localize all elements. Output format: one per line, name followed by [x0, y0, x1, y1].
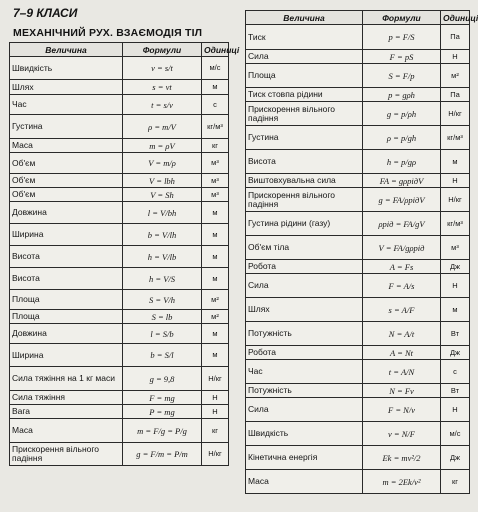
quantity-cell: Прискорення вільного падіння	[246, 102, 363, 126]
unit-cell: м²	[441, 64, 470, 88]
table-row	[10, 174, 229, 188]
quantity-cell: Сила тяжіння	[10, 391, 123, 405]
table-row	[246, 88, 470, 102]
table-row	[10, 139, 229, 153]
table-row	[246, 260, 470, 274]
unit-cell: Н/кг	[441, 102, 470, 126]
formula-cell: m = ρV	[123, 139, 202, 153]
quantity-cell: Об'єм	[10, 153, 123, 174]
table-row	[246, 174, 470, 188]
quantity-cell: Прискорення вільного падіння	[246, 188, 363, 212]
formula-cell: l = V/bh	[123, 202, 202, 224]
quantity-cell: Час	[10, 95, 123, 115]
quantity-cell: Прискорення вільного падіння	[10, 443, 123, 466]
formula-cell: g = FA/ρрідV	[363, 188, 441, 212]
unit-cell: с	[202, 95, 229, 115]
quantity-cell: Довжина	[10, 202, 123, 224]
formula-cell: V = FA/gρрід	[363, 236, 441, 260]
section-title: МЕХАНІЧНИЙ РУХ. ВЗАЄМОДІЯ ТІЛ	[13, 27, 203, 39]
quantity-cell: Виштовхувальна сила	[246, 174, 363, 188]
quantity-cell: Шлях	[10, 80, 123, 95]
quantity-cell: Об'єм тіла	[246, 236, 363, 260]
quantity-cell: Маса	[246, 470, 363, 494]
unit-cell: Па	[441, 25, 470, 50]
quantity-cell: Площа	[10, 310, 123, 324]
table-row	[10, 391, 229, 405]
table-row	[10, 419, 229, 443]
unit-cell: м²	[202, 310, 229, 324]
formula-cell: V = Sh	[123, 188, 202, 202]
unit-cell: м	[441, 150, 470, 174]
table-row	[246, 64, 470, 88]
header-unit: Одиниці	[202, 43, 229, 57]
formula-cell: t = A/N	[363, 360, 441, 384]
unit-cell: м	[441, 298, 470, 322]
quantity-cell: Потужність	[246, 322, 363, 346]
formula-cell: S = F/p	[363, 64, 441, 88]
table-row	[246, 102, 470, 126]
formula-cell: ρ = m/V	[123, 115, 202, 139]
unit-cell: м/с	[202, 57, 229, 80]
formula-cell: v = N/F	[363, 422, 441, 446]
unit-cell: м	[202, 324, 229, 344]
unit-cell: м/с	[441, 422, 470, 446]
quantity-cell: Висота	[10, 246, 123, 268]
table-row	[246, 446, 470, 470]
unit-cell: м	[202, 268, 229, 290]
formula-table-right	[245, 10, 478, 494]
header-formula: Формули	[123, 43, 202, 57]
quantity-cell: Сила	[246, 50, 363, 64]
unit-cell: кг/м³	[441, 212, 470, 236]
unit-cell: с	[441, 360, 470, 384]
unit-cell: Дж	[441, 260, 470, 274]
formula-cell: F = N/v	[363, 398, 441, 422]
quantity-cell: Кінетична енергія	[246, 446, 363, 470]
table-row	[246, 398, 470, 422]
unit-cell: Н	[202, 391, 229, 405]
table-row	[10, 246, 229, 268]
formula-cell: N = Fv	[363, 384, 441, 398]
quantity-cell: Вага	[10, 405, 123, 419]
formula-cell: A = Fs	[363, 260, 441, 274]
quantity-cell: Маса	[10, 139, 123, 153]
formula-cell: F = A/s	[363, 274, 441, 298]
table-row	[246, 212, 470, 236]
table-row	[10, 188, 229, 202]
unit-cell: кг	[441, 470, 470, 494]
table-row	[10, 324, 229, 344]
unit-cell: Вт	[441, 384, 470, 398]
quantity-cell: Швидкість	[10, 57, 123, 80]
table-row	[10, 443, 229, 466]
table-row	[10, 268, 229, 290]
quantity-cell: Сила	[246, 398, 363, 422]
formula-cell: g = p/ρh	[363, 102, 441, 126]
table-row	[246, 150, 470, 174]
unit-cell: кг	[202, 139, 229, 153]
formula-cell: h = V/S	[123, 268, 202, 290]
unit-cell: м³	[202, 153, 229, 174]
table-row	[10, 80, 229, 95]
formula-cell: s = vt	[123, 80, 202, 95]
table-row	[10, 367, 229, 391]
formula-table-left	[9, 42, 240, 466]
table-row	[10, 405, 229, 419]
quantity-cell: Висота	[10, 268, 123, 290]
header-quantity: Величина	[246, 11, 363, 25]
formula-cell: b = S/l	[123, 344, 202, 367]
table-row	[246, 322, 470, 346]
table-row	[10, 115, 229, 139]
unit-cell: Н/кг	[441, 188, 470, 212]
unit-cell: м	[202, 224, 229, 246]
unit-cell: м³	[202, 188, 229, 202]
formula-cell: Ek = mv²/2	[363, 446, 441, 470]
formula-cell: s = A/F	[363, 298, 441, 322]
unit-cell: м³	[441, 236, 470, 260]
quantity-cell: Потужність	[246, 384, 363, 398]
formula-cell: V = lbh	[123, 174, 202, 188]
table-row	[246, 126, 470, 150]
table-row	[246, 25, 470, 50]
formula-cell: ρрід = FA/gV	[363, 212, 441, 236]
quantity-cell: Густина рідини (газу)	[246, 212, 363, 236]
table-row	[246, 188, 470, 212]
table-row	[10, 224, 229, 246]
unit-cell: Н/кг	[202, 443, 229, 466]
formula-cell: m = F/g = P/g	[123, 419, 202, 443]
formula-cell: b = V/lh	[123, 224, 202, 246]
formula-cell: g = F/m = P/m	[123, 443, 202, 466]
formula-cell: P = mg	[123, 405, 202, 419]
unit-cell: кг/м³	[441, 126, 470, 150]
unit-cell: кг/м³	[202, 115, 229, 139]
formula-cell: h = p/gρ	[363, 150, 441, 174]
formula-cell: F = mg	[123, 391, 202, 405]
formula-cell: h = V/lb	[123, 246, 202, 268]
quantity-cell: Швидкість	[246, 422, 363, 446]
quantity-cell: Густина	[10, 115, 123, 139]
formula-cell: m = 2Ek/v²	[363, 470, 441, 494]
quantity-cell: Ширина	[10, 344, 123, 367]
quantity-cell: Маса	[10, 419, 123, 443]
header-unit: Одиниці	[441, 11, 470, 25]
formula-cell: ρ = p/gh	[363, 126, 441, 150]
unit-cell: м	[202, 344, 229, 367]
formula-cell: t = s/v	[123, 95, 202, 115]
table-row	[10, 57, 229, 80]
formula-cell: F = pS	[363, 50, 441, 64]
quantity-cell: Довжина	[10, 324, 123, 344]
formula-cell: V = m/ρ	[123, 153, 202, 174]
unit-cell: Н	[441, 50, 470, 64]
quantity-cell: Робота	[246, 346, 363, 360]
header-formula: Формули	[363, 11, 441, 25]
unit-cell: м	[202, 202, 229, 224]
formula-cell: p = F/S	[363, 25, 441, 50]
unit-cell: м	[202, 80, 229, 95]
header-quantity: Величина	[10, 43, 123, 57]
quantity-cell: Площа	[246, 64, 363, 88]
formula-cell: p = gρh	[363, 88, 441, 102]
unit-cell: Па	[441, 88, 470, 102]
table-row	[10, 290, 229, 310]
unit-cell: Дж	[441, 446, 470, 470]
table-row	[10, 153, 229, 174]
unit-cell: м³	[202, 174, 229, 188]
table-row	[10, 95, 229, 115]
table-row	[246, 422, 470, 446]
formula-cell: A = Nt	[363, 346, 441, 360]
quantity-cell: Густина	[246, 126, 363, 150]
grade-heading: 7–9 КЛАСИ	[13, 6, 78, 20]
quantity-cell: Висота	[246, 150, 363, 174]
formula-cell: S = lb	[123, 310, 202, 324]
unit-cell: Н	[441, 274, 470, 298]
table-row	[246, 360, 470, 384]
unit-cell: Н/кг	[202, 367, 229, 391]
unit-cell: Н	[441, 174, 470, 188]
quantity-cell: Об'єм	[10, 188, 123, 202]
quantity-cell: Шлях	[246, 298, 363, 322]
table-row	[246, 384, 470, 398]
table-row	[246, 298, 470, 322]
quantity-cell: Тиск стовпа рідини	[246, 88, 363, 102]
quantity-cell: Робота	[246, 260, 363, 274]
formula-cell: N = A/t	[363, 322, 441, 346]
table-row	[246, 274, 470, 298]
formula-cell: FA = gρрідV	[363, 174, 441, 188]
table-row	[246, 50, 470, 64]
unit-cell: Вт	[441, 322, 470, 346]
table-row	[10, 344, 229, 367]
table-row	[246, 470, 470, 494]
table-row	[246, 346, 470, 360]
table-row	[246, 236, 470, 260]
unit-cell: кг	[202, 419, 229, 443]
unit-cell: Н	[202, 405, 229, 419]
quantity-cell: Ширина	[10, 224, 123, 246]
formula-cell: g = 9,8	[123, 367, 202, 391]
unit-cell: м	[202, 246, 229, 268]
quantity-cell: Сила тяжіння на 1 кг маси	[10, 367, 123, 391]
unit-cell: Н	[441, 398, 470, 422]
quantity-cell: Час	[246, 360, 363, 384]
unit-cell: Дж	[441, 346, 470, 360]
table-row	[10, 202, 229, 224]
quantity-cell: Об'єм	[10, 174, 123, 188]
quantity-cell: Сила	[246, 274, 363, 298]
table-row	[10, 310, 229, 324]
unit-cell: м²	[202, 290, 229, 310]
formula-cell: S = V/h	[123, 290, 202, 310]
formula-cell: v = s/t	[123, 57, 202, 80]
formula-cell: l = S/b	[123, 324, 202, 344]
quantity-cell: Площа	[10, 290, 123, 310]
quantity-cell: Тиск	[246, 25, 363, 50]
